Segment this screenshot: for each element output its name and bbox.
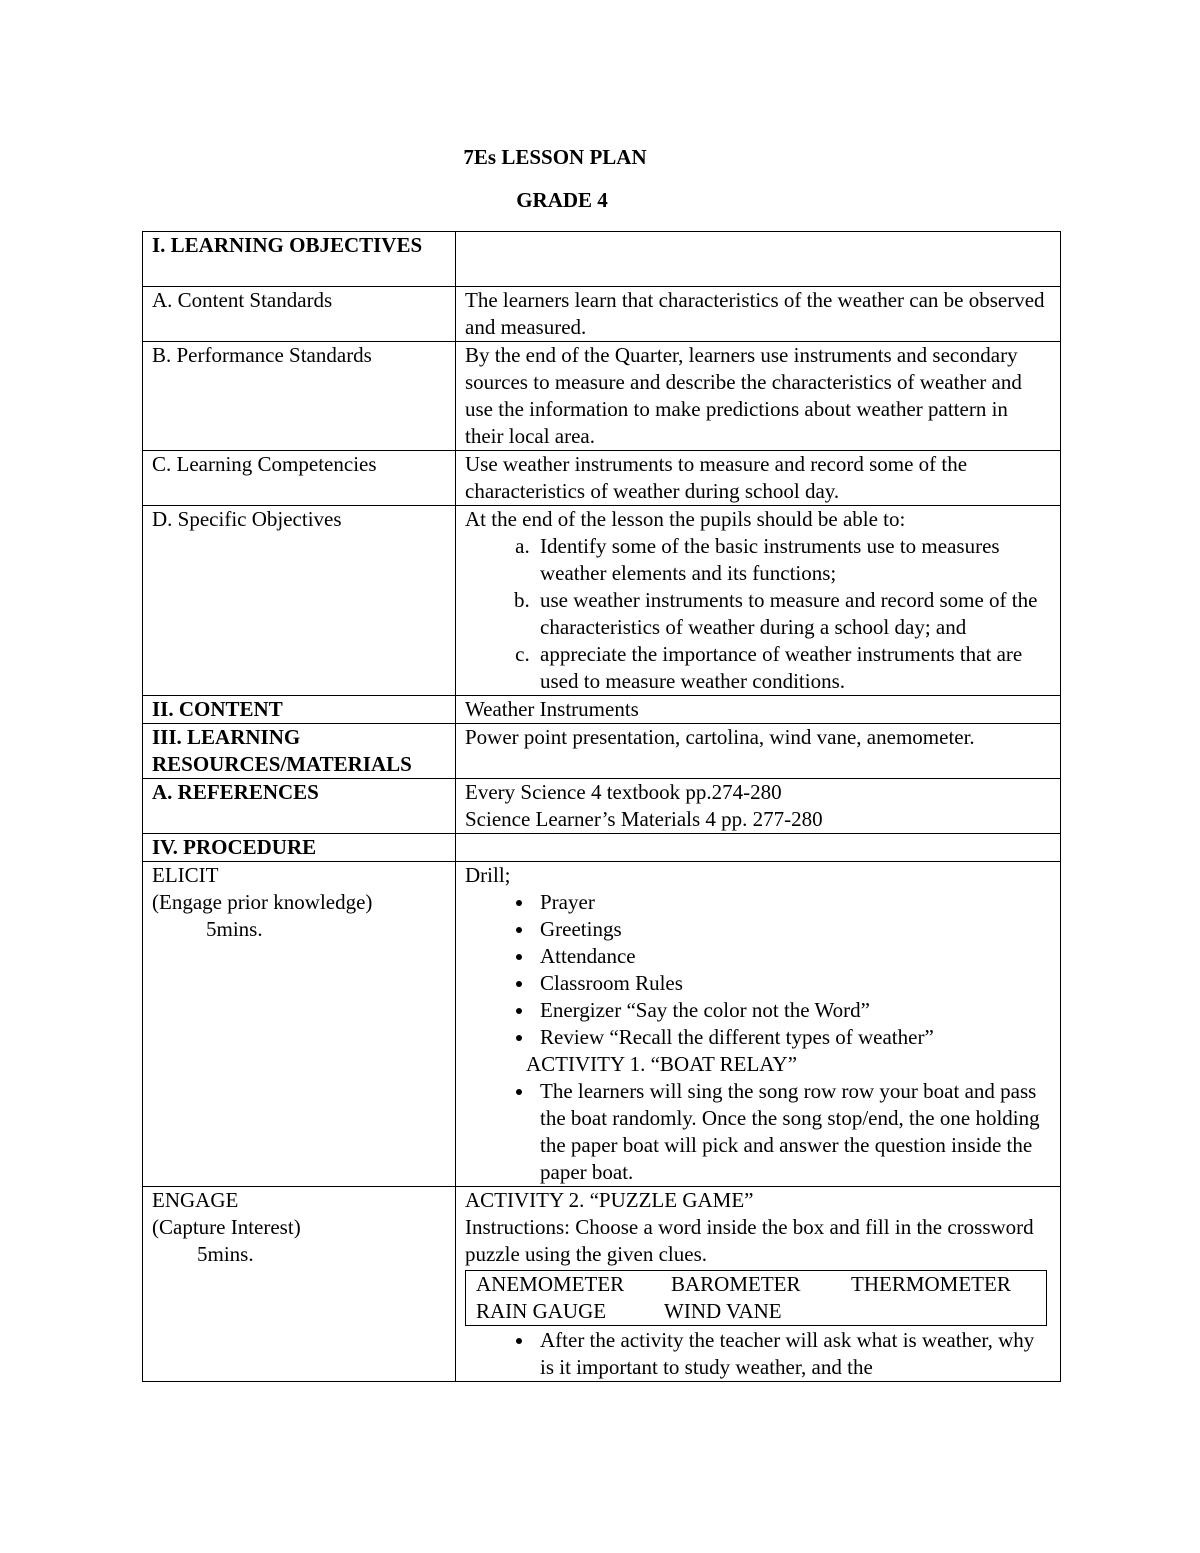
content-text: Weather Instruments	[456, 696, 1061, 724]
lesson-plan-table	[142, 231, 1061, 1382]
engage-cell	[143, 1187, 456, 1382]
performance-standards-text: By the end of the Quarter, learners use instruments and secondary sources to measure and describe the characteristics of weather and use the information to make predictions about weather pattern in their local area.	[456, 342, 1061, 451]
list-item: a. Identify some of the basic instruments use to measures weather elements and its functions;	[535, 533, 1051, 587]
list-item: • Greetings	[535, 916, 1051, 943]
procedure-label: IV. PROCEDURE	[143, 834, 456, 862]
objectives-label: I. LEARNING OBJECTIVES	[143, 232, 456, 287]
activity-2-list	[465, 1327, 1051, 1381]
elicit-label: ELICIT	[152, 863, 219, 887]
table-row	[143, 451, 1061, 506]
references-label: A. REFERENCES	[143, 779, 456, 834]
procedure-value	[456, 834, 1061, 862]
resources-text: Power point presentation, cartolina, wind vane, anemometer.	[456, 724, 1061, 779]
grade-heading: GRADE 4	[516, 188, 608, 212]
learning-competencies-text: Use weather instruments to measure and record some of the characteristics of weather during school day.	[456, 451, 1061, 506]
table-row	[143, 342, 1061, 451]
word-item: RAIN GAUGE	[476, 1299, 607, 1323]
list-item: • Energizer “Say the color not the Word”	[535, 997, 1051, 1024]
specific-objectives-cell	[456, 506, 1061, 696]
specific-objectives-label: D. Specific Objectives	[143, 506, 456, 696]
table-row	[143, 834, 1061, 862]
table-row	[143, 232, 1061, 287]
word-item: WIND VANE	[664, 1299, 782, 1323]
reference-line: Every Science 4 textbook pp.274-280	[465, 780, 782, 804]
content-standards-label: A. Content Standards	[143, 287, 456, 342]
list-item: • The learners will sing the song row row your boat and pass the boat randomly. Once the song stop/end, the one holding the paper boat will pick and answer the question inside the paper boat.	[535, 1078, 1051, 1186]
drill-list	[465, 889, 1051, 1051]
drill-intro: Drill;	[465, 863, 511, 887]
word-box	[465, 1270, 1047, 1326]
learning-competencies-label: C. Learning Competencies	[143, 451, 456, 506]
engage-label: ENGAGE	[152, 1188, 239, 1212]
activity-2-title: ACTIVITY 2. “PUZZLE GAME”	[465, 1188, 754, 1212]
list-item: • Prayer	[535, 889, 1051, 916]
elicit-content	[456, 862, 1061, 1187]
table-row	[143, 862, 1061, 1187]
word-item: ANEMOMETER	[476, 1272, 625, 1296]
table-row	[143, 696, 1061, 724]
table-row	[143, 287, 1061, 342]
content-standards-text: The learners learn that characteristics of the weather can be observed and measured.	[456, 287, 1061, 342]
engage-time: 5mins.	[197, 1242, 254, 1266]
activity-1-list	[465, 1078, 1051, 1186]
engage-sub: (Capture Interest)	[152, 1215, 301, 1239]
list-item: • Review “Recall the different types of weather”	[535, 1024, 1051, 1051]
objectives-value	[456, 232, 1061, 287]
word-item: THERMOMETER	[851, 1272, 1011, 1296]
references-cell	[456, 779, 1061, 834]
performance-standards-label: B. Performance Standards	[143, 342, 456, 451]
reference-line: Science Learner’s Materials 4 pp. 277-280	[465, 807, 823, 831]
list-item: b. use weather instruments to measure and record some of the characteristics of weather during a school day; and	[535, 587, 1051, 641]
table-row	[143, 1187, 1061, 1382]
elicit-sub: (Engage prior knowledge)	[152, 890, 373, 914]
list-item: c. appreciate the importance of weather instruments that are used to measure weather conditions.	[535, 641, 1051, 695]
table-row	[143, 779, 1061, 834]
content-label: II. CONTENT	[143, 696, 456, 724]
list-item: • Classroom Rules	[535, 970, 1051, 997]
elicit-time: 5mins.	[206, 917, 263, 941]
list-item: • After the activity the teacher will ask what is weather, why is it important to study weather, and the	[535, 1327, 1051, 1381]
specific-objectives-list	[465, 533, 1051, 695]
table-row	[143, 724, 1061, 779]
document-title: 7Es LESSON PLAN	[463, 145, 647, 169]
activity-1-title: ACTIVITY 1. “BOAT RELAY”	[526, 1052, 798, 1076]
activity-2-instructions: Instructions: Choose a word inside the box and fill in the crossword puzzle using the given clues.	[465, 1215, 1034, 1266]
specific-objectives-intro: At the end of the lesson the pupils should be able to:	[465, 507, 906, 531]
list-item: • Attendance	[535, 943, 1051, 970]
elicit-cell	[143, 862, 456, 1187]
table-row	[143, 506, 1061, 696]
word-item: BAROMETER	[671, 1272, 801, 1296]
resources-label: III. LEARNING RESOURCES/MATERIALS	[143, 724, 456, 779]
engage-content	[456, 1187, 1061, 1382]
